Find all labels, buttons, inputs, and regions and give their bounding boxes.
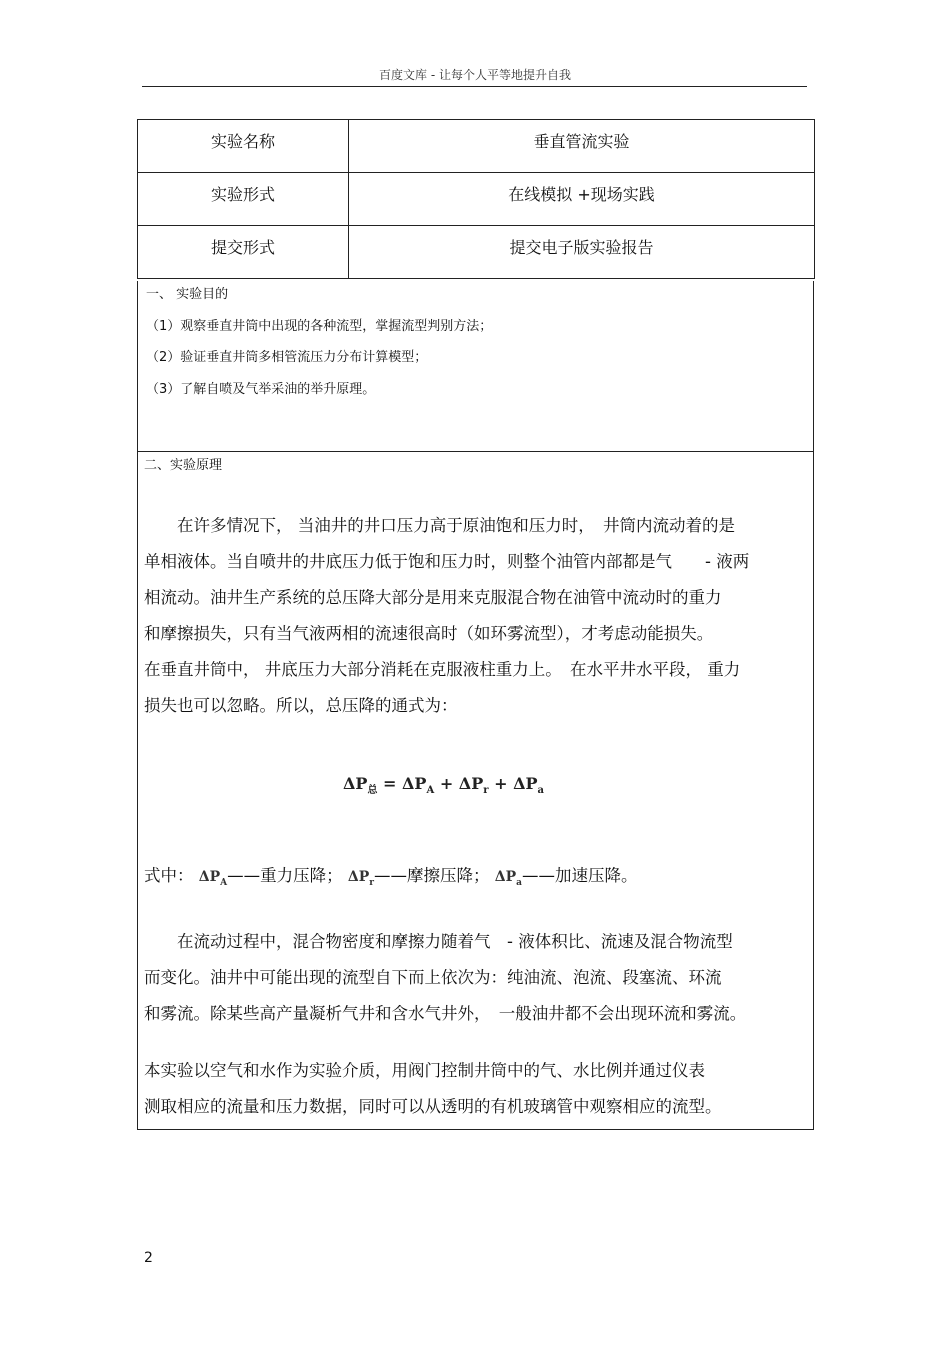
paragraph — [144, 508, 806, 724]
text-line: 和雾流。除某些高产量凝析气井和含水气井外， 一般油井都不会出现环流和雾流。 — [144, 1004, 747, 1023]
paragraph — [144, 1053, 806, 1125]
section-purpose — [137, 281, 814, 451]
text-line: 本实验以空气和水作为实验介质，用阀门控制井筒中的气、水比例并通过仪表 — [144, 1061, 705, 1080]
text-line: 损失也可以忽略。所以，总压降的通式为： — [144, 696, 458, 715]
header-rule — [142, 86, 807, 87]
experiment-info-table — [137, 119, 815, 279]
paragraph — [144, 924, 806, 1032]
formula-definitions: 式中： $\Delta P_A——$重力压降； $\Delta P_r——$摩擦压降； $\Delta P_a——$加速压降。 — [144, 866, 638, 888]
section-title: 一、 实验目的 — [146, 287, 229, 302]
list-item: （3）了解自喷及气举采油的举升原理。 — [146, 382, 376, 397]
list-item: （1）观察垂直井筒中出现的各种流型，掌握流型判别方法； — [146, 319, 493, 334]
row-label: 实验名称 — [138, 120, 349, 173]
table-row — [138, 226, 815, 279]
row-value: 在线模拟 +现场实践 — [349, 173, 815, 226]
page-header: 百度文库 - 让每个人平等地提升自我 — [379, 68, 571, 82]
table-row — [138, 173, 815, 226]
section-principle — [137, 451, 814, 1130]
list-item: （2）验证垂直井筒多相管流压力分布计算模型； — [146, 350, 428, 365]
row-value: 垂直管流实验 — [349, 120, 815, 173]
row-value: 提交电子版实验报告 — [349, 226, 815, 279]
section-title: 二、实验原理 — [144, 458, 223, 473]
text-line: 在垂直井筒中， 井底压力大部分消耗在克服液柱重力上。 在水平井水平段， 重力 — [144, 660, 741, 679]
page-number: 2 — [144, 1250, 153, 1266]
text-line: 单相液体。当自喷井的井底压力低于饱和压力时，则整个油管内部都是气 - 液两 — [144, 552, 750, 571]
row-label: 提交形式 — [138, 226, 349, 279]
text-line: 测取相应的流量和压力数据，同时可以从透明的有机玻璃管中观察相应的流型。 — [144, 1097, 722, 1116]
text-line: 在流动过程中，混合物密度和摩擦力随着气 - 液体积比、流速及混合物流型 — [144, 932, 733, 951]
pressure-drop-formula: $\Delta P_总 = \Delta P_A + \Delta P_r + \Delta P_a$ — [343, 774, 545, 797]
text-line: 和摩擦损失，只有当气液两相的流速很高时（如环雾流型），才考虑动能损失。 — [144, 624, 714, 643]
row-label: 实验形式 — [138, 173, 349, 226]
table-row — [138, 120, 815, 173]
text-line: 而变化。油井中可能出现的流型自下而上依次为：纯油流、泡流、段塞流、环流 — [144, 968, 722, 987]
text-line: 在许多情况下， 当油井的井口压力高于原油饱和压力时， 井筒内流动着的是 — [144, 516, 735, 535]
text-line: 相流动。油井生产系统的总压降大部分是用来克服混合物在油管中流动时的重力 — [144, 588, 722, 607]
